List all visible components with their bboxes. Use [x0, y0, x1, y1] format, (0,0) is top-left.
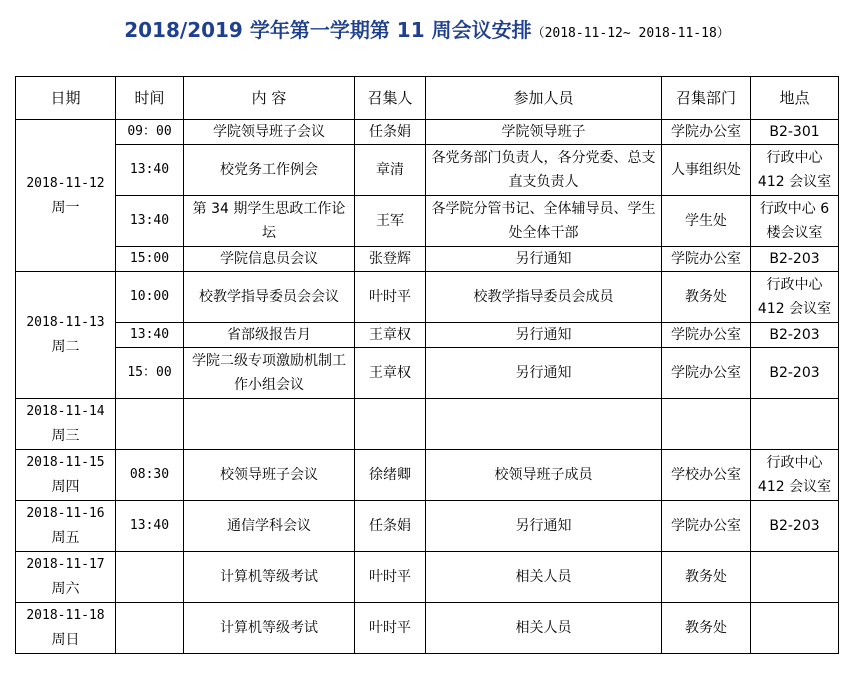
- meeting-department: 教务处: [662, 552, 751, 603]
- meeting-time: 13:40: [116, 501, 184, 552]
- meeting-location: [751, 603, 839, 654]
- meeting-content: 省部级报告月: [184, 323, 355, 348]
- page-title: [0, 14, 854, 43]
- schedule-body: [16, 120, 839, 654]
- meeting-content: 校党务工作例会: [184, 145, 355, 196]
- meeting-department: [662, 399, 751, 450]
- day-date: 2018-11-13: [26, 315, 105, 330]
- table-row: [16, 323, 839, 348]
- meeting-convener: 叶时平: [355, 552, 426, 603]
- meeting-attendees: 另行通知: [426, 348, 662, 399]
- meeting-time: 10:00: [116, 272, 184, 323]
- day-date: 2018-11-16: [26, 506, 105, 521]
- meeting-location: B2-301: [751, 120, 839, 145]
- title-main: 2018/2019 学年第一学期第 11 周会议安排: [124, 18, 532, 42]
- meeting-attendees: 另行通知: [426, 247, 662, 272]
- meeting-location: [751, 399, 839, 450]
- meeting-convener: 任条娟: [355, 501, 426, 552]
- meeting-attendees: [426, 399, 662, 450]
- meeting-department: 人事组织处: [662, 145, 751, 196]
- meeting-time: [116, 603, 184, 654]
- meeting-department: 学生处: [662, 196, 751, 247]
- meeting-time: 13:40: [116, 196, 184, 247]
- day-weekday: 周二: [51, 339, 80, 355]
- meeting-time: 08:30: [116, 450, 184, 501]
- meeting-department: 学院办公室: [662, 323, 751, 348]
- meeting-time: [116, 552, 184, 603]
- meeting-time: [116, 399, 184, 450]
- meeting-content: 计算机等级考试: [184, 603, 355, 654]
- table-row: [16, 501, 839, 552]
- header-convener: 召集人: [355, 77, 426, 120]
- meeting-department: 学院办公室: [662, 247, 751, 272]
- meeting-attendees: 校领导班子成员: [426, 450, 662, 501]
- day-date: 2018-11-12: [26, 175, 105, 191]
- meeting-convener: 任条娟: [355, 120, 426, 145]
- day-weekday: 周三: [51, 428, 80, 444]
- meeting-attendees: 校教学指导委员会成员: [426, 272, 662, 323]
- header-department: 召集部门: [662, 77, 751, 120]
- meeting-convener: 章清: [355, 145, 426, 196]
- meeting-content: 第 34 期学生思政工作论坛: [184, 196, 355, 247]
- meeting-attendees: 学院领导班子: [426, 120, 662, 145]
- day-weekday: 周一: [51, 199, 80, 216]
- meeting-location: 行政中心 412 会议室: [751, 272, 839, 323]
- header-date: 日期: [16, 77, 116, 120]
- meeting-convener: 王军: [355, 196, 426, 247]
- day-weekday: 周六: [51, 581, 80, 597]
- meeting-location: B2-203: [751, 501, 839, 552]
- meeting-department: 教务处: [662, 603, 751, 654]
- meeting-time: 09：00: [116, 120, 184, 145]
- meeting-time: 13:40: [116, 323, 184, 348]
- meeting-content: 学院二级专项激励机制工作小组会议: [184, 348, 355, 399]
- meeting-content: 校教学指导委员会会议: [184, 272, 355, 323]
- meeting-time: 15：00: [116, 348, 184, 399]
- meeting-department: 学院办公室: [662, 501, 751, 552]
- table-row: [16, 272, 839, 323]
- table-row: [16, 247, 839, 272]
- meeting-convener: 叶时平: [355, 603, 426, 654]
- header-location: 地点: [751, 77, 839, 120]
- table-row: [16, 120, 839, 145]
- day-cell: [16, 399, 116, 450]
- day-date: 2018-11-18: [26, 608, 105, 623]
- meeting-attendees: 另行通知: [426, 323, 662, 348]
- meeting-location: B2-203: [751, 323, 839, 348]
- table-row: [16, 145, 839, 196]
- meeting-location: 行政中心 6 楼会议室: [751, 196, 839, 247]
- meeting-attendees: 相关人员: [426, 552, 662, 603]
- table-row: [16, 196, 839, 247]
- meeting-department: 教务处: [662, 272, 751, 323]
- title-date-range: （2018-11-12~ 2018-11-18）: [531, 26, 730, 41]
- table-row: [16, 348, 839, 399]
- meeting-attendees: 各学院分管书记、全体辅导员、学生处全体干部: [426, 196, 662, 247]
- day-cell: [16, 450, 116, 501]
- meeting-convener: 叶时平: [355, 272, 426, 323]
- meeting-department: 学校办公室: [662, 450, 751, 501]
- day-cell: [16, 272, 116, 399]
- header-attendees: 参加人员: [426, 77, 662, 120]
- meeting-schedule-table: [15, 76, 839, 654]
- meeting-convener: 王章权: [355, 348, 426, 399]
- day-cell: [16, 120, 116, 272]
- header-time: 时间: [116, 77, 184, 120]
- meeting-location: [751, 552, 839, 603]
- table-row: [16, 603, 839, 654]
- day-date: 2018-11-14: [26, 404, 105, 419]
- meeting-attendees: 另行通知: [426, 501, 662, 552]
- meeting-convener: [355, 399, 426, 450]
- meeting-content: 通信学科会议: [184, 501, 355, 552]
- meeting-content: 校领导班子会议: [184, 450, 355, 501]
- meeting-location: 行政中心 412 会议室: [751, 450, 839, 501]
- meeting-time: 13:40: [116, 145, 184, 196]
- day-cell: [16, 603, 116, 654]
- meeting-department: 学院办公室: [662, 120, 751, 145]
- meeting-convener: 徐绪卿: [355, 450, 426, 501]
- meeting-convener: 张登辉: [355, 247, 426, 272]
- meeting-content: 学院信息员会议: [184, 247, 355, 272]
- day-cell: [16, 501, 116, 552]
- meeting-content: 计算机等级考试: [184, 552, 355, 603]
- meeting-location: B2-203: [751, 247, 839, 272]
- meeting-location: 行政中心 412 会议室: [751, 145, 839, 196]
- table-row: [16, 552, 839, 603]
- day-cell: [16, 552, 116, 603]
- meeting-attendees: 相关人员: [426, 603, 662, 654]
- meeting-content: [184, 399, 355, 450]
- meeting-department: 学院办公室: [662, 348, 751, 399]
- meeting-time: 15:00: [116, 247, 184, 272]
- day-date: 2018-11-17: [26, 557, 105, 572]
- day-weekday: 周日: [51, 632, 80, 648]
- table-row: [16, 450, 839, 501]
- meeting-convener: 王章权: [355, 323, 426, 348]
- meeting-attendees: 各党务部门负责人，各分党委、总支直支负责人: [426, 145, 662, 196]
- meeting-content: 学院领导班子会议: [184, 120, 355, 145]
- day-weekday: 周五: [51, 530, 80, 546]
- meeting-location: B2-203: [751, 348, 839, 399]
- day-weekday: 周四: [51, 479, 80, 495]
- header-row: [16, 77, 839, 120]
- table-row: [16, 399, 839, 450]
- day-date: 2018-11-15: [26, 455, 105, 470]
- header-content: 内 容: [184, 77, 355, 120]
